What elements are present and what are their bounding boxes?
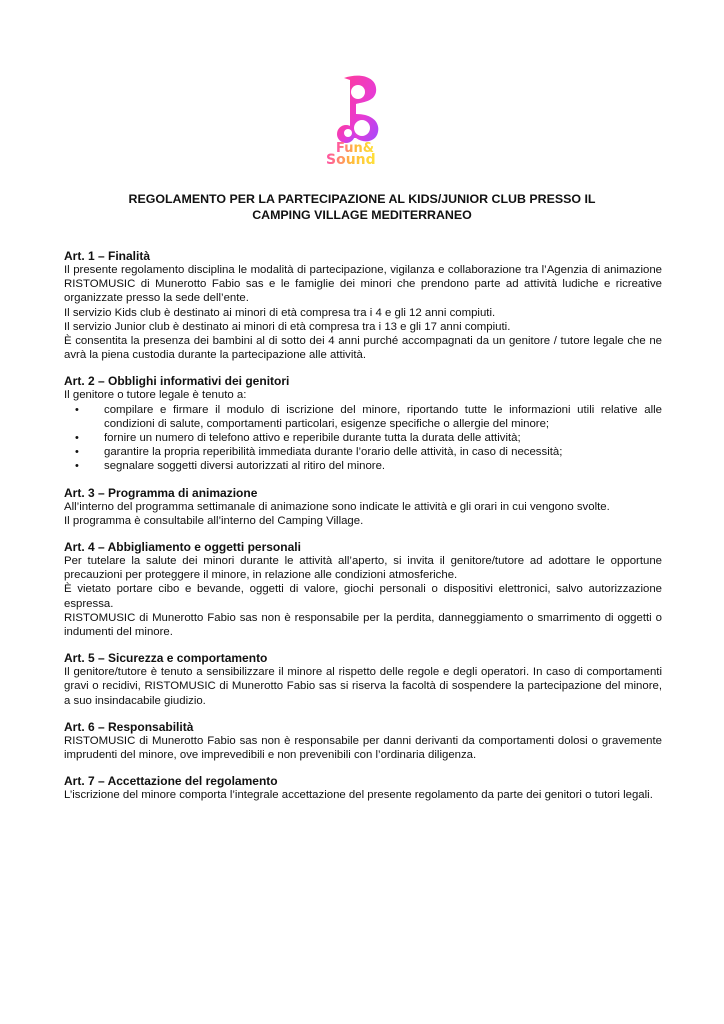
title-line-2: CAMPING VILLAGE MEDITERRANEO [252,208,472,222]
bullet-list [64,403,662,474]
article-3 [64,486,662,528]
article-paragraph: Per tutelare la salute dei minori durante le attività all’aperto, si invita il genitore/tutore ad adottare le opportune precauzioni per proteggere il minore, in relazione alle condizioni atmosferiche. [64,555,662,582]
article-paragraph: Il genitore/tutore è tenuto a sensibilizzare il minore al rispetto delle regole e degli operatori. In caso di comportamenti gravi o recidivi, RISTOMUSIC di Munerotto Fabio sas si riserva la facoltà di sospendere la partecipazione del minore, a suo insindacabile giudizio. [64,666,662,707]
bullet-text: segnalare soggetti diversi autorizzati al ritiro del minore. [104,460,386,473]
logo-text-sound: Sound [326,152,376,168]
bullet-icon: • [75,403,79,416]
bullet-icon: • [75,432,79,445]
article-4 [64,540,662,639]
logo-text-fun: Fun& [336,141,375,156]
article-heading: Art. 3 – Programma di animazione [64,485,258,500]
article-paragraph: Il servizio Junior club è destinato ai minori di età compresa tra i 13 e gli 17 anni compiuti. [64,320,511,333]
bullet-text: garantire la propria reperibilità immediata durante l’orario delle attività, in caso di necessità; [104,446,563,459]
articles [64,249,662,814]
article-paragraph: RISTOMUSIC di Munerotto Fabio sas non è responsabile per la perdita, danneggiamento o smarrimento di oggetti o indumenti del minore. [64,611,662,639]
music-note-icon [337,76,378,143]
article-paragraph: Il presente regolamento disciplina le modalità di partecipazione, vigilanza e collaborazione tra l’Agenzia di animazione RISTOMUSIC di Munerotto Fabio sas e le famiglie dei minori che prendono parte ad attività ludiche e ricreative organizzate presso la sede dell’ente. [64,264,662,305]
bullet-icon: • [75,446,79,459]
bullet-text: compilare e firmare il modulo di iscrizione del minore, riportando tutte le informazioni utili relative alle condizioni di salute, comportamenti particolari, esigenze specifiche o allergie del minore; [104,403,662,430]
article-heading: Art. 2 – Obblighi informativi dei genitori [64,374,290,389]
article-heading: Art. 5 – Sicurezza e comportamento [64,651,268,666]
bullet-text: fornire un numero di telefono attivo e reperibile durante tutta la durata delle attività; [104,432,521,445]
article-1 [64,249,662,362]
article-5 [64,651,662,708]
bullet-item [64,431,662,445]
article-paragraph: È consentita la presenza dei bambini al di sotto dei 4 anni purché accompagnati da un genitore / tutore legale che ne avrà la piena custodia durante la partecipazione alle attività. [64,335,662,362]
article-heading: Art. 6 – Responsabilità [64,719,194,734]
bullet-item [64,445,662,459]
article-heading: Art. 1 – Finalità [64,249,151,263]
bullet-item [64,403,662,431]
article-heading: Art. 4 – Abbigliamento e oggetti personali [64,540,301,555]
article-paragraph: L’iscrizione del minore comporta l’integrale accettazione del presente regolamento da parte dei genitori o tutori legali. [64,789,653,802]
article-paragraph: Il programma è consultabile all’interno del Camping Village. [64,514,364,527]
article-paragraph: Il genitore o tutore legale è tenuto a: [64,389,247,402]
article-paragraph: È vietato portare cibo e bevande, oggetti di valore, giochi personali o dispositivi elettronici, salvo autorizzazione espressa. [64,583,662,610]
bullet-item [64,459,662,473]
article-paragraph: Il servizio Kids club è destinato ai minori di età compresa tra i 4 e gli 12 anni compiuti. [64,306,496,319]
article-6 [64,720,662,762]
article-2 [64,374,662,473]
article-heading: Art. 7 – Accettazione del regolamento [64,774,278,789]
article-paragraph: RISTOMUSIC di Munerotto Fabio sas non è responsabile per danni derivanti da comportamenti dolosi o gravemente imprudenti del minore, ove imprevedibili e non prevenibili con l’ordinaria diligenza. [64,734,662,762]
fun-and-sound-logo [322,72,398,168]
title-line-1: REGOLAMENTO PER LA PARTECIPAZIONE AL KIDS/JUNIOR CLUB PRESSO IL [128,192,596,206]
bullet-icon: • [75,460,79,473]
article-7 [64,774,662,802]
document-title [64,191,660,223]
article-paragraph: All’interno del programma settimanale di animazione sono indicate le attività e gli orari in cui vengono svolte. [64,500,610,513]
